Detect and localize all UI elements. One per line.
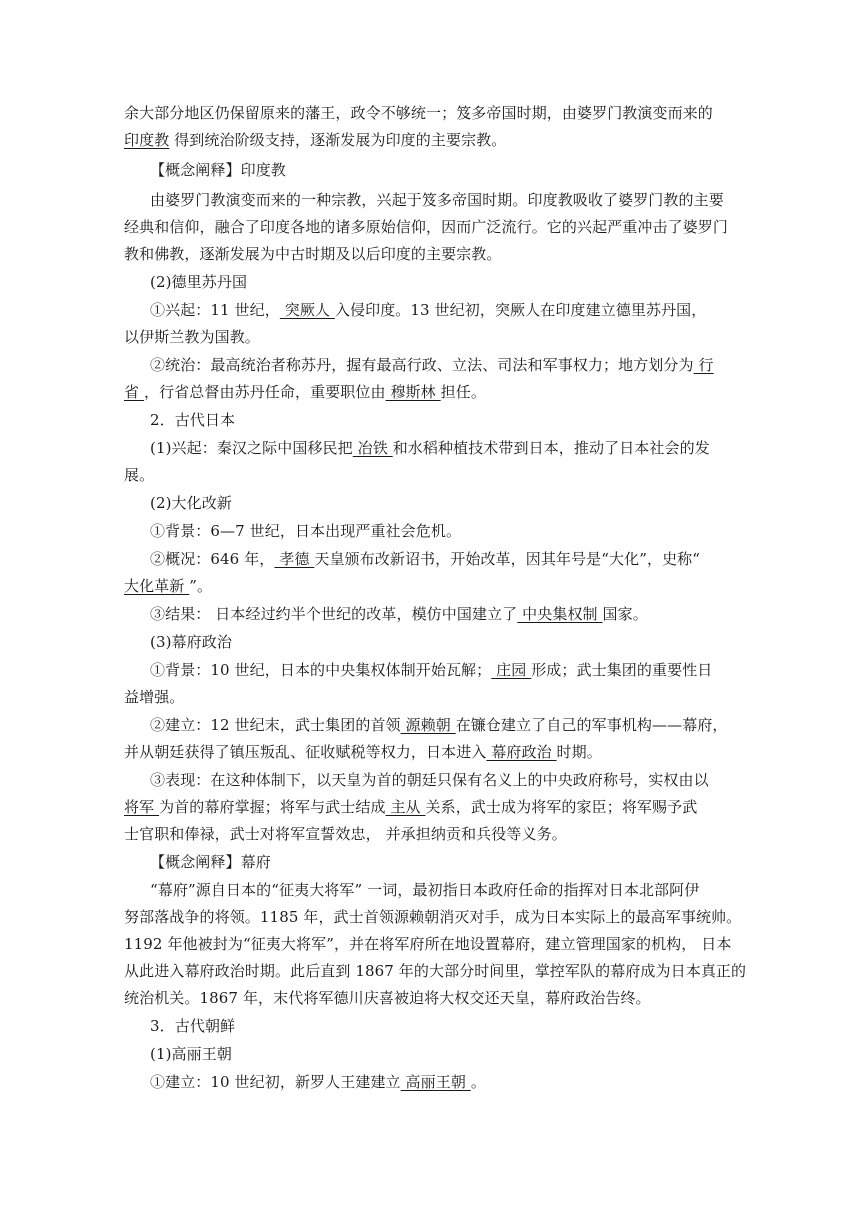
text-segment: 以伊斯兰教为国教。	[124, 328, 260, 346]
text-segment: (1)兴起：秦汉之际中国移民把	[150, 439, 353, 457]
text-segment: 担任。	[440, 383, 486, 401]
fill-blank-answer: 大化革新	[124, 577, 190, 595]
text-segment: 时期。	[556, 743, 602, 761]
text-line	[150, 438, 710, 458]
fill-blank-answer: 幕府政治	[486, 743, 557, 761]
text-segment: 得到统治阶级支持，逐渐发展为印度的主要宗教。	[169, 131, 507, 149]
text-segment: 余大部分地区仍保留原来的藩王，政令不够统一；笈多帝国时期，由婆罗门教演变而来的	[124, 104, 713, 122]
text-segment: 2．古代日本	[150, 411, 236, 429]
text-line	[150, 770, 709, 790]
text-line	[124, 907, 741, 927]
text-line	[150, 715, 728, 735]
text-segment: 3．古代朝鲜	[150, 1017, 236, 1035]
text-line	[150, 355, 714, 375]
text-segment: ②统治：最高统治者称苏丹，握有最高行政、立法、司法和军事权力；地方划分为	[150, 356, 694, 374]
text-line	[150, 1044, 232, 1064]
text-line	[150, 493, 232, 513]
text-segment: (3)幕府政治	[150, 633, 232, 651]
text-line	[150, 1072, 486, 1092]
text-segment: 关系，武士成为将军的家臣；将军赐予武	[425, 798, 698, 816]
text-line	[150, 632, 232, 652]
text-line	[150, 300, 706, 320]
text-segment: 天皇颁布改新诏书，开始改革，因其年号是“大化”，史称“	[314, 550, 701, 568]
text-segment: 1192 年他被封为“征夷大将军”，并在将军府所在地设置幕府，建立管理国家的机构， 日本	[124, 935, 732, 953]
text-segment: 【概念阐释】幕府	[150, 853, 271, 871]
fill-blank-answer: 孝德	[274, 550, 315, 568]
text-line	[124, 687, 184, 707]
text-segment: 教和佛教，逐渐发展为中古时期及以后印度的主要宗教。	[124, 245, 502, 263]
text-segment: (1)高丽王朝	[150, 1045, 232, 1063]
text-line	[150, 604, 648, 624]
text-line	[124, 961, 746, 981]
fill-blank-answer: 主从	[385, 798, 426, 816]
text-segment: 形成；武士集团的重要性日	[531, 661, 713, 679]
fill-blank-answer: 印度教	[124, 131, 170, 149]
fill-blank-answer: 冶铁	[352, 439, 393, 457]
text-segment: 国家。	[602, 605, 648, 623]
text-line	[150, 880, 699, 900]
fill-blank-answer: 高丽王朝	[400, 1073, 471, 1091]
text-line	[124, 382, 486, 402]
text-line	[150, 852, 271, 872]
fill-blank-answer: 源赖朝	[400, 716, 456, 734]
text-segment: ②概况：646 年，	[150, 550, 275, 568]
text-segment: ①背景：6—7 世纪，日本出现严重社会危机。	[150, 522, 462, 540]
text-line	[150, 410, 235, 430]
fill-blank-answer: 庄园	[491, 661, 532, 679]
text-line	[124, 130, 506, 150]
text-segment: (2)德里苏丹国	[150, 273, 248, 291]
text-segment: ③结果： 日本经过约半个世纪的改革，模仿中国建立了	[150, 605, 518, 623]
text-segment: 并从朝廷获得了镇压叛乱、征收赋税等权力，日本进入	[124, 743, 487, 761]
fill-blank-answer: 省	[124, 383, 144, 401]
text-segment: ①建立：10 世纪初，新罗人王建建立	[150, 1073, 401, 1091]
fill-blank-answer: 将军	[124, 798, 160, 816]
text-line	[124, 244, 502, 264]
text-line	[150, 549, 700, 569]
text-segment: 士官职和俸禄，武士对将军宣誓效忠， 并承担纳贡和兵役等义务。	[124, 825, 567, 843]
text-line	[124, 742, 602, 762]
text-segment: 。	[470, 1073, 486, 1091]
text-line	[150, 272, 247, 292]
fill-blank-answer: 突厥人	[279, 301, 335, 319]
text-segment: ”。	[189, 577, 213, 595]
text-segment: “幕府”源自日本的“征夷大将军” 一词，最初指日本政府任命的指挥对日本北部阿伊	[150, 881, 700, 899]
text-segment: 努部落战争的将领。1185 年，武士首领源赖朝消灭对手，成为日本实际上的最高军事统帅。	[124, 908, 742, 926]
text-line	[150, 160, 286, 180]
text-segment: ③表现：在这种体制下，以天皇为首的朝廷只保有名义上的中央政府称号，实权由以	[150, 771, 709, 789]
text-segment: 展。	[124, 466, 155, 484]
text-line	[150, 1016, 235, 1036]
fill-blank-answer: 中央集权制	[517, 605, 603, 623]
text-line	[124, 576, 212, 596]
text-line	[124, 217, 728, 237]
text-segment: 和水稻种植技术带到日本，推动了日本社会的发	[392, 439, 710, 457]
text-segment: ，行省总督由苏丹任命，重要职位由	[143, 383, 386, 401]
text-line	[124, 824, 567, 844]
text-segment: 为首的幕府掌握；将军与武士结成	[159, 798, 386, 816]
text-segment: 统治机关。1867 年，末代将军德川庆喜被迫将大权交还天皇，幕府政治告终。	[124, 989, 651, 1007]
text-segment: ②建立：12 世纪末，武士集团的首领	[150, 716, 401, 734]
text-segment: 益增强。	[124, 688, 185, 706]
text-segment: 【概念阐释】印度教	[150, 161, 286, 179]
text-line	[150, 521, 461, 541]
text-line	[124, 327, 260, 347]
text-line	[150, 190, 724, 210]
text-line	[124, 988, 651, 1008]
fill-blank-answer: 行	[693, 356, 714, 374]
text-segment: 在镰仓建立了自己的军事机构——幕府，	[455, 716, 728, 734]
text-line	[124, 934, 731, 954]
text-line	[124, 103, 713, 123]
text-segment: 经典和信仰，融合了印度各地的诸多原始信仰，因而广泛流行。它的兴起严重冲击了婆罗门	[124, 218, 729, 236]
text-segment: (2)大化改新	[150, 494, 232, 512]
text-segment: ①兴起：11 世纪，	[150, 301, 280, 319]
text-segment: ①背景：10 世纪，日本的中央集权体制开始瓦解；	[150, 661, 492, 679]
fill-blank-answer: 穆斯林	[385, 383, 441, 401]
text-line	[124, 465, 154, 485]
text-line	[150, 660, 712, 680]
text-line	[124, 797, 697, 817]
text-segment: 从此进入幕府政治时期。此后直到 1867 年的大部分时间里，掌控军队的幕府成为日本真正的	[124, 962, 747, 980]
text-segment: 由婆罗门教演变而来的一种宗教，兴起于笈多帝国时期。印度教吸收了婆罗门教的主要	[150, 191, 724, 209]
text-segment: 入侵印度。13 世纪初，突厥人在印度建立德里苏丹国，	[334, 301, 707, 319]
